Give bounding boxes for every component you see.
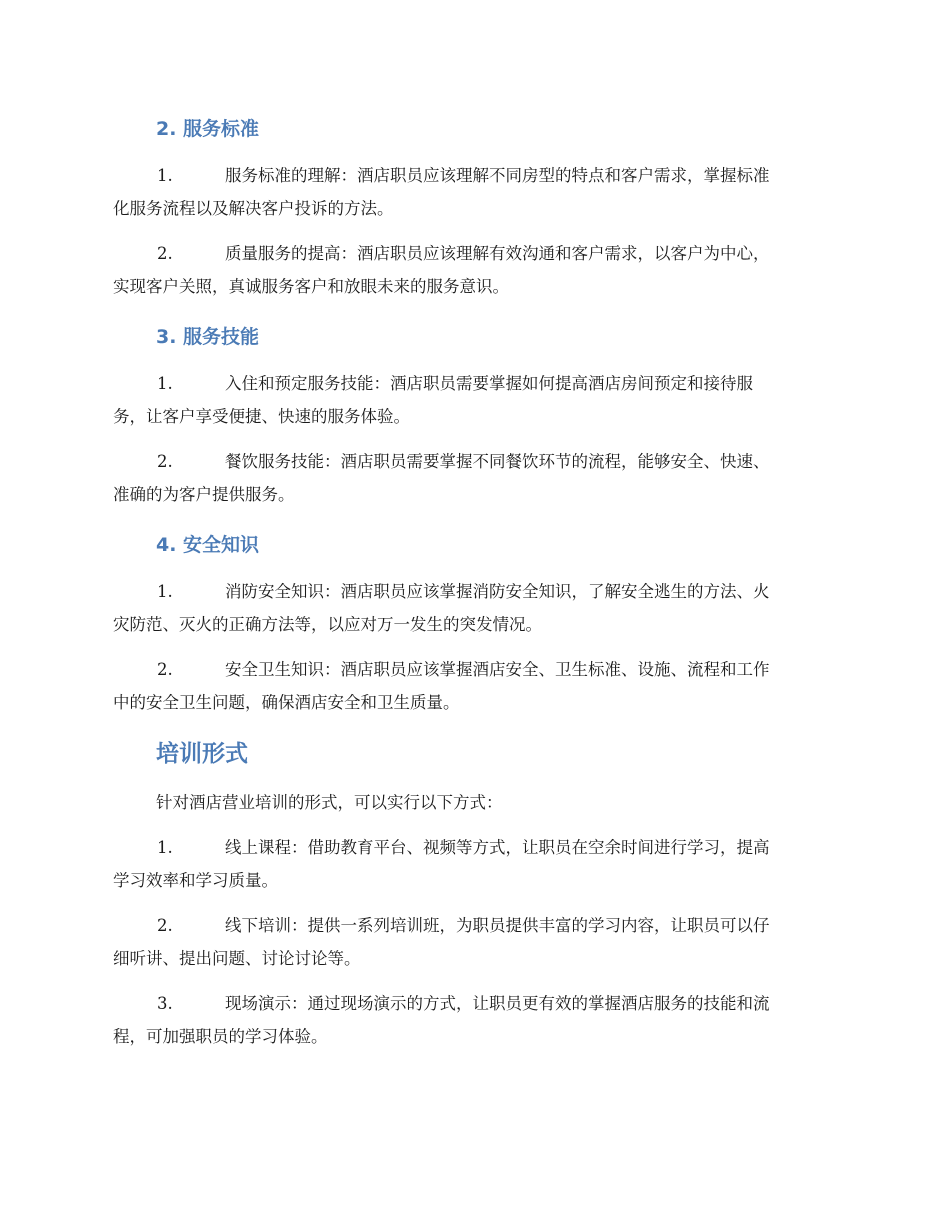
section-heading-service-skills: 3. 服务技能 [156, 326, 260, 348]
section-heading-safety-knowledge: 4. 安全知识 [156, 534, 260, 556]
list-item-text: 服务标准的理解：酒店职员应该理解不同房型的特点和客户需求，掌握标准 [225, 166, 770, 185]
list-item-text-continued: 准确的为客户提供服务。 [113, 485, 295, 504]
list-item-number: 2. [157, 244, 173, 263]
list-item-text-continued: 灾防范、灭火的正确方法等，以应对万一发生的突发情况。 [113, 615, 542, 634]
list-item-text-continued: 务，让客户享受便捷、快速的服务体验。 [113, 407, 410, 426]
list-item-text: 入住和预定服务技能：酒店职员需要掌握如何提高酒店房间预定和接待服 [225, 374, 753, 393]
list-item-text: 线下培训：提供一系列培训班，为职员提供丰富的学习内容，让职员可以仔 [225, 916, 770, 935]
list-item [113, 367, 839, 433]
list-item-text: 现场演示：通过现场演示的方式，让职员更有效的掌握酒店服务的技能和流 [225, 994, 770, 1013]
section-heading-service-standard: 2. 服务标准 [156, 118, 260, 140]
list-item-text-continued: 程，可加强职员的学习体验。 [113, 1027, 328, 1046]
list-item-text-continued: 细听讲、提出问题、讨论讨论等。 [113, 949, 361, 968]
list-item-number: 1. [157, 582, 173, 601]
list-item [113, 831, 839, 897]
list-item-text-continued: 实现客户关照，真诚服务客户和放眼未来的服务意识。 [113, 277, 509, 296]
list-item [113, 987, 839, 1053]
list-item-number: 1. [157, 838, 173, 857]
list-item-text-continued: 中的安全卫生问题，确保酒店安全和卫生质量。 [113, 693, 460, 712]
list-item-text: 线上课程：借助教育平台、视频等方式，让职员在空余时间进行学习，提高 [225, 838, 770, 857]
list-item-text: 安全卫生知识：酒店职员应该掌握酒店安全、卫生标准、设施、流程和工作 [225, 660, 770, 679]
list-item-text: 餐饮服务技能：酒店职员需要掌握不同餐饮环节的流程，能够安全、快速、 [225, 452, 770, 471]
list-item [113, 445, 839, 511]
list-item [113, 653, 839, 719]
list-item [113, 909, 839, 975]
list-item [113, 159, 839, 225]
list-item-number: 1. [157, 166, 173, 185]
list-item-number: 2. [157, 916, 173, 935]
major-heading-training-form: 培训形式 [156, 741, 248, 767]
list-item-number: 3. [157, 994, 173, 1013]
list-item-text: 质量服务的提高：酒店职员应该理解有效沟通和客户需求，以客户为中心， [225, 244, 770, 263]
list-item-text-continued: 学习效率和学习质量。 [113, 871, 278, 890]
list-item-number: 2. [157, 660, 173, 679]
list-item-number: 1. [157, 374, 173, 393]
list-item-text-continued: 化服务流程以及解决客户投诉的方法。 [113, 199, 394, 218]
list-item-number: 2. [157, 452, 173, 471]
training-intro: 针对酒店营业培训的形式，可以实行以下方式： [156, 793, 503, 812]
list-item [113, 237, 839, 303]
list-item [113, 575, 839, 641]
list-item-text: 消防安全知识：酒店职员应该掌握消防安全知识，了解安全逃生的方法、火 [225, 582, 770, 601]
